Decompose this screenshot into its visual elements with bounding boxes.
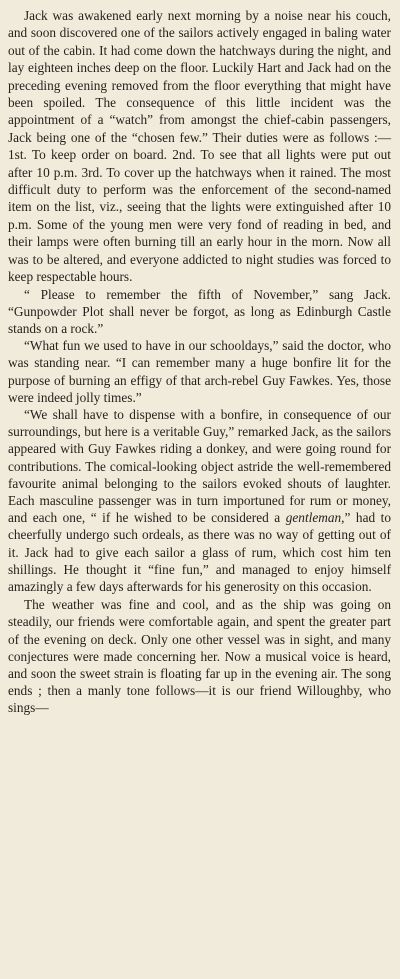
paragraph-fifth-of-november: “ Please to remember the fifth of November,” sang Jack. “Gunpowder Plot shall never be forgot, as long as Edinburgh Castle stands on a rock.” <box>8 286 391 336</box>
paragraph-text-before-emphasis: “We shall have to dispense with a bonfire, in consequence of our surroundings, but here is a veritable Guy,” remarked Jack, as the sailors appeared with Guy Fawkes riding a donkey, and were going round for contributions. The comical-looking object astride the well-remembered favourite animal belonging to the sailors evoked shouts of laughter. Each masculine passenger was in turn importuned for rum or money, and each one, “ if he wished to be considered a <box>8 406 391 526</box>
paragraph-doctor-schooldays: “What fun we used to have in our schooldays,” said the doctor, who was standing near. “I can remember many a huge bonfire lit for the purpose of burning an effigy of that arch-rebel Guy Fawkes. Yes, those were indeed jolly times.” <box>8 338 391 405</box>
paragraph-guy-fawkes-donkey <box>8 406 391 595</box>
paragraph-evening-on-deck: The weather was fine and cool, and as the ship was going on steadily, our friends were comfortable again, and spent the greater part of the evening on deck. Only one other vessel was in sight, and many conjectures were made concerning her. Now a musical voice is heard, and soon the sweet strain is floating far up in the evening air. The song ends ; then a manly tone follows—it is our friend Willoughby, who sings— <box>8 597 391 716</box>
emphasized-word: gentleman <box>285 510 342 526</box>
paragraph-morning-flood: Jack was awakened early next morning by a noise near his couch, and soon discovered one of the sailors actively engaged in baling water out of the cabin. It had come down the hatchways during the night, and lay eighteen inches deep on the floor. Luckily Hart and Jack had on the preceding evening removed from the floor everything that might have been spoiled. The consequence of this little incident was the appointment of a “watch” from amongst the chief-cabin passengers, Jack being one of the “chosen few.” Their duties were as follows :— 1st. To keep order on board. 2nd. To see that all lights were put out after 10 p.m. 3rd. To cover up the hatchways when it rained. The most difficult duty to perform was the enforcement of the second-named item on the list, viz., seeing that the lights were extinguished after 10 p.m. Some of the young men were very fond of reading in bed, and their lamps were often burning till an early hour in the morn. Now all was to be altered, and everyone addicted to night studies was forced to keep respectable hours. <box>8 8 391 285</box>
paragraph-text-after-emphasis: ,” had to cheerfully undergo such ordeals, as there was no way of getting out of it. Jack had to give each sailor a glass of rum, which cost him ten shillings. He thought it “fine fun,” and managed to enjoy himself amazingly a few days afterwards for his generosity on this occasion. <box>8 510 392 594</box>
